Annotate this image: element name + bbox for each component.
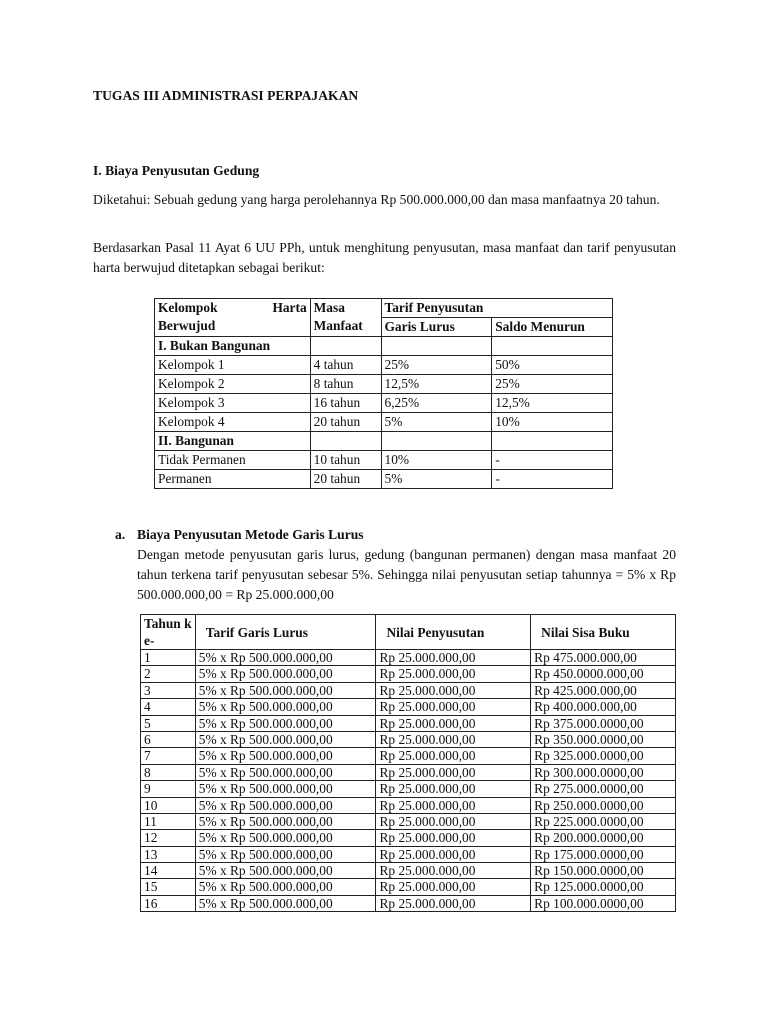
table-cell: 10 tahun [310, 451, 381, 470]
table-row [141, 682, 676, 698]
table-cell: 7 [141, 748, 196, 764]
table-row [155, 375, 613, 394]
table-cell: 5% x Rp 500.000.000,00 [195, 650, 376, 666]
table-cell: Rp 25.000.000,00 [376, 895, 531, 911]
table-cell: 50% [492, 356, 613, 375]
table-cell: Rp 25.000.000,00 [376, 797, 531, 813]
group-label: II. Bangunan [155, 432, 311, 451]
header-text: Berwujud [158, 318, 216, 333]
table-row [141, 797, 676, 813]
table-cell: Rp 375.000.0000,00 [531, 715, 676, 731]
table-cell: 5% x Rp 500.000.000,00 [195, 682, 376, 698]
table-cell: 5% x Rp 500.000.000,00 [195, 731, 376, 747]
table-row [141, 830, 676, 846]
table-row [155, 451, 613, 470]
table-cell: Rp 425.000.000,00 [531, 682, 676, 698]
header-tahun: Tahun ke- [141, 615, 196, 650]
table-cell: Rp 25.000.000,00 [376, 781, 531, 797]
table-cell: Rp 25.000.000,00 [376, 666, 531, 682]
table-cell: 5% x Rp 500.000.000,00 [195, 715, 376, 731]
empty-cell [492, 337, 613, 356]
paragraph-diketahui: Diketahui: Sebuah gedung yang harga perolehannya Rp 500.000.000,00 dan masa manfaatnya 20 tahun. [93, 192, 660, 207]
table-cell: 5 [141, 715, 196, 731]
table-cell: Rp 25.000.000,00 [376, 813, 531, 829]
table-row [141, 863, 676, 879]
list-marker: a. [115, 527, 126, 542]
table-cell: 11 [141, 813, 196, 829]
header-text: Kelompok [158, 300, 218, 315]
table-cell: 5% x Rp 500.000.000,00 [195, 863, 376, 879]
header-masa [310, 299, 381, 337]
header-text: Masa [313, 300, 345, 315]
table-cell: 14 [141, 863, 196, 879]
table-cell: Rp 450.0000.000,00 [531, 666, 676, 682]
table-cell: 5% x Rp 500.000.000,00 [195, 699, 376, 715]
paragraph-garis-lurus: Dengan metode penyusutan garis lurus, gedung (bangunan permanen) dengan masa manfaat 20 tahun terkena tarif penyusutan sebesar 5%. Sehingga nilai penyusutan setiap tahunnya = 5% x Rp 500.000.000,00 = Rp 25.000.000,00 [137, 547, 676, 602]
table-cell: - [492, 451, 613, 470]
table-cell: Rp 100.000.0000,00 [531, 895, 676, 911]
table-cell: Rp 225.000.0000,00 [531, 813, 676, 829]
table-cell: 20 tahun [310, 470, 381, 489]
table-cell: 16 [141, 895, 196, 911]
group-row [155, 432, 613, 451]
table-cell: 2 [141, 666, 196, 682]
table-cell: Rp 25.000.000,00 [376, 650, 531, 666]
document-title: TUGAS III ADMINISTRASI PERPAJAKAN [93, 88, 359, 103]
table-cell: 5% [381, 413, 492, 432]
table-cell: 5% x Rp 500.000.000,00 [195, 895, 376, 911]
table-row [155, 470, 613, 489]
table-cell: Rp 250.000.0000,00 [531, 797, 676, 813]
table-cell: 5% x Rp 500.000.000,00 [195, 846, 376, 862]
table-cell: 13 [141, 846, 196, 862]
table-cell: 5% [381, 470, 492, 489]
table-cell: 10% [492, 413, 613, 432]
table-cell: Rp 25.000.000,00 [376, 731, 531, 747]
table-cell: 12,5% [381, 375, 492, 394]
table-cell: 15 [141, 879, 196, 895]
group-row [155, 337, 613, 356]
table-row [155, 356, 613, 375]
table-cell: 5% x Rp 500.000.000,00 [195, 764, 376, 780]
header-tarif-garis-lurus: Tarif Garis Lurus [195, 615, 376, 650]
table-row [141, 781, 676, 797]
table-cell: 12 [141, 830, 196, 846]
empty-cell [381, 432, 492, 451]
table-cell: 5% x Rp 500.000.000,00 [195, 797, 376, 813]
table-cell: Permanen [155, 470, 311, 489]
table-cell: 5% x Rp 500.000.000,00 [195, 748, 376, 764]
table-cell: Rp 25.000.000,00 [376, 846, 531, 862]
table-cell: Rp 350.000.0000,00 [531, 731, 676, 747]
table-row [141, 666, 676, 682]
table-cell: Rp 125.000.0000,00 [531, 879, 676, 895]
table-cell: 5% x Rp 500.000.000,00 [195, 879, 376, 895]
table-row [141, 813, 676, 829]
table-cell: Rp 175.000.0000,00 [531, 846, 676, 862]
table-cell: 20 tahun [310, 413, 381, 432]
table-row [141, 748, 676, 764]
table-row [141, 764, 676, 780]
table-row [155, 413, 613, 432]
table-cell: Kelompok 4 [155, 413, 311, 432]
table-cell: Rp 150.000.0000,00 [531, 863, 676, 879]
paragraph-pasal: Berdasarkan Pasal 11 Ayat 6 UU PPh, untuk menghitung penyusutan, masa manfaat dan tarif penyusutan harta berwujud ditetapkan sebagai berikut: [93, 240, 676, 275]
empty-cell [492, 432, 613, 451]
empty-cell [381, 337, 492, 356]
table-cell: Rp 475.000.000,00 [531, 650, 676, 666]
table-cell: 5% x Rp 500.000.000,00 [195, 830, 376, 846]
header-text: Harta [272, 300, 307, 315]
header-text: Manfaat [313, 318, 363, 333]
table-row [141, 699, 676, 715]
empty-cell [310, 432, 381, 451]
table-cell: Rp 25.000.000,00 [376, 748, 531, 764]
table-row [141, 879, 676, 895]
penyusutan-table [140, 614, 676, 912]
table-cell: 5% x Rp 500.000.000,00 [195, 781, 376, 797]
table-cell: 5% x Rp 500.000.000,00 [195, 666, 376, 682]
table-cell: Rp 25.000.000,00 [376, 715, 531, 731]
table-cell: 3 [141, 682, 196, 698]
header-saldo-menurun: Saldo Menurun [492, 318, 613, 337]
header-nilai-sisa-buku: Nilai Sisa Buku [531, 615, 676, 650]
table-cell: 4 [141, 699, 196, 715]
table-cell: Rp 200.000.0000,00 [531, 830, 676, 846]
table-cell: Kelompok 1 [155, 356, 311, 375]
table-cell: 6 [141, 731, 196, 747]
table-cell: 1 [141, 650, 196, 666]
table-row [141, 650, 676, 666]
table-cell: 9 [141, 781, 196, 797]
table-cell: 8 [141, 764, 196, 780]
group-label: I. Bukan Bangunan [155, 337, 311, 356]
header-kelompok [155, 299, 311, 337]
table-cell: Rp 25.000.000,00 [376, 699, 531, 715]
table-cell: Rp 25.000.000,00 [376, 830, 531, 846]
table-cell: 4 tahun [310, 356, 381, 375]
table-cell: 10 [141, 797, 196, 813]
table-cell: Rp 300.000.0000,00 [531, 764, 676, 780]
table-row [141, 731, 676, 747]
table-cell: 16 tahun [310, 394, 381, 413]
header-tarif: Tarif Penyusutan [381, 299, 612, 318]
section-heading: I. Biaya Penyusutan Gedung [93, 163, 260, 178]
table-cell: 25% [492, 375, 613, 394]
tarif-table [154, 298, 613, 489]
table-row [141, 895, 676, 911]
table-cell: 10% [381, 451, 492, 470]
table-cell: 6,25% [381, 394, 492, 413]
table-row [155, 394, 613, 413]
table-cell: Rp 25.000.000,00 [376, 682, 531, 698]
table-cell: Rp 25.000.000,00 [376, 764, 531, 780]
empty-cell [310, 337, 381, 356]
table-cell: Rp 275.000.0000,00 [531, 781, 676, 797]
table-cell: Kelompok 2 [155, 375, 311, 394]
subsection-heading: Biaya Penyusutan Metode Garis Lurus [137, 527, 364, 542]
table-cell: Rp 325.000.0000,00 [531, 748, 676, 764]
header-garis-lurus: Garis Lurus [381, 318, 492, 337]
table-row [141, 715, 676, 731]
table-cell: 12,5% [492, 394, 613, 413]
table-cell: 8 tahun [310, 375, 381, 394]
table-cell: - [492, 470, 613, 489]
header-nilai-penyusutan: Nilai Penyusutan [376, 615, 531, 650]
table-cell: Rp 25.000.000,00 [376, 863, 531, 879]
table-cell: Rp 400.000.000,00 [531, 699, 676, 715]
table-cell: Kelompok 3 [155, 394, 311, 413]
table-row [141, 846, 676, 862]
table-cell: Tidak Permanen [155, 451, 311, 470]
table-cell: 25% [381, 356, 492, 375]
table-cell: Rp 25.000.000,00 [376, 879, 531, 895]
table-cell: 5% x Rp 500.000.000,00 [195, 813, 376, 829]
